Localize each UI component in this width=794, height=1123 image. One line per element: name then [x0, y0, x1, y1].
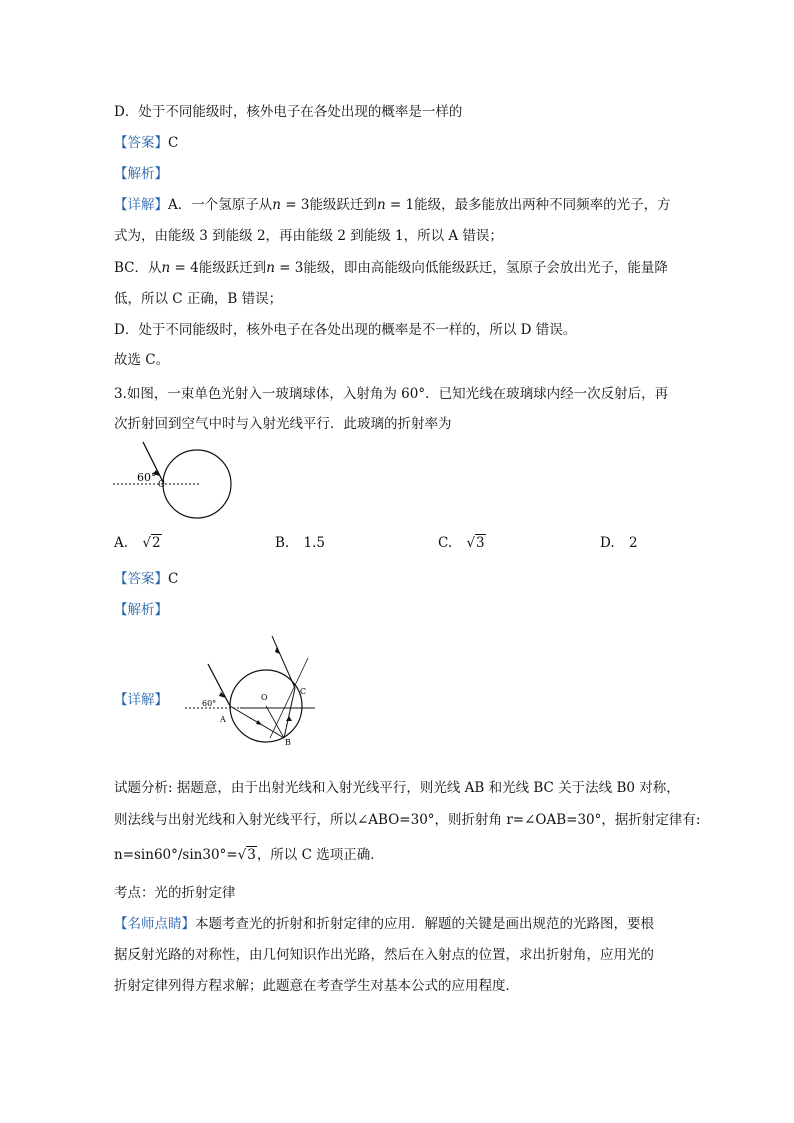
tips-line-2: 据反射光路的对称性，由几何知识作出光路，然后在入射点的位置，求出折射角，应用光的 — [114, 947, 654, 963]
sqrt-2: √2 — [142, 535, 161, 551]
light-path-figure — [180, 628, 330, 746]
detail-line-3: BC．从n = 4能级跃迁到n = 3能级，即由高能级向低能级跃迁，氢原子会放出光子，能量降 — [114, 260, 668, 276]
solution-line-3: n=sin60°/sin30°=√3，所以 C 选项正确． — [114, 847, 384, 863]
solution-line-2: 则法线与出射光线和入射光线平行，所以∠ABO=30°，则折射角 r=∠OAB=30°，据折射定律有: — [114, 812, 701, 828]
answer-tag: 【答案】 — [114, 135, 168, 151]
detail-tag-2: 【详解】 — [114, 692, 168, 708]
svg-text:O: O — [261, 693, 268, 702]
option-d[interactable]: D. 2 — [600, 535, 638, 551]
conclusion-line: 故选 C。 — [114, 352, 170, 368]
detail-line-1: 【详解】A．一个氢原子从n = 3能级跃迁到n = 1能级，最多能放出两种不同频率的光子，方 — [114, 197, 671, 213]
tips-line-1: 【名师点睛】本题考查光的折射和折射定律的应用．解题的关键是画出规范的光路图，要根 — [114, 916, 654, 932]
detail-line-2: 式为，由能级 3 到能级 2，再由能级 2 到能级 1，所以 A 错误； — [114, 228, 503, 244]
question-figure — [108, 440, 248, 526]
angle-label: 60° — [137, 471, 157, 484]
answer-line-2: 【答案】C — [114, 571, 179, 587]
analysis-tag: 【解析】 — [114, 166, 168, 182]
svg-text:A: A — [220, 715, 226, 724]
option-c[interactable]: C. √3 — [438, 535, 485, 551]
svg-text:C: C — [300, 687, 307, 696]
solution-line-1: 试题分析: 据题意，由于出射光线和入射光线平行，则光线 AB 和光线 BC 关于法线 B0 对称， — [114, 780, 680, 796]
question-3-line-1: 3.如图，一束单色光射入一玻璃球体，入射角为 60°．已知光线在玻璃球内经一次反射后，再 — [114, 386, 669, 402]
point-c-label: C — [158, 480, 165, 490]
analysis-tag-2: 【解析】 — [114, 602, 168, 618]
knowledge-point: 考点：光的折射定律 — [114, 885, 236, 901]
tips-tag: 【名师点睛】 — [114, 916, 195, 932]
detail-line-5: D．处于不同能级时，核外电子在各处出现的概率是不一样的，所以 D 错误。 — [114, 322, 577, 338]
option-d-text: D．处于不同能级时，核外电子在各处出现的概率是一样的 — [114, 104, 463, 120]
answer-line — [114, 133, 178, 153]
sqrt-3: √3 — [466, 535, 485, 551]
sqrt-3-solution: √3 — [237, 847, 256, 863]
detail-line-4: 低，所以 C 正确，B 错误； — [114, 291, 283, 307]
question-3-line-2: 次折射回到空气中时与入射光线平行．此玻璃的折射率为 — [114, 416, 452, 432]
detail-tag: 【详解】 — [114, 197, 168, 213]
tips-line-3: 折射定律列得方程求解；此题意在考查学生对基本公式的应用程度． — [114, 978, 519, 994]
option-a[interactable]: A. √2 — [114, 535, 161, 551]
answer-value: C — [168, 135, 179, 151]
svg-text:60°: 60° — [202, 699, 217, 708]
svg-text:B: B — [285, 738, 291, 746]
option-b[interactable]: B. 1.5 — [275, 535, 325, 551]
